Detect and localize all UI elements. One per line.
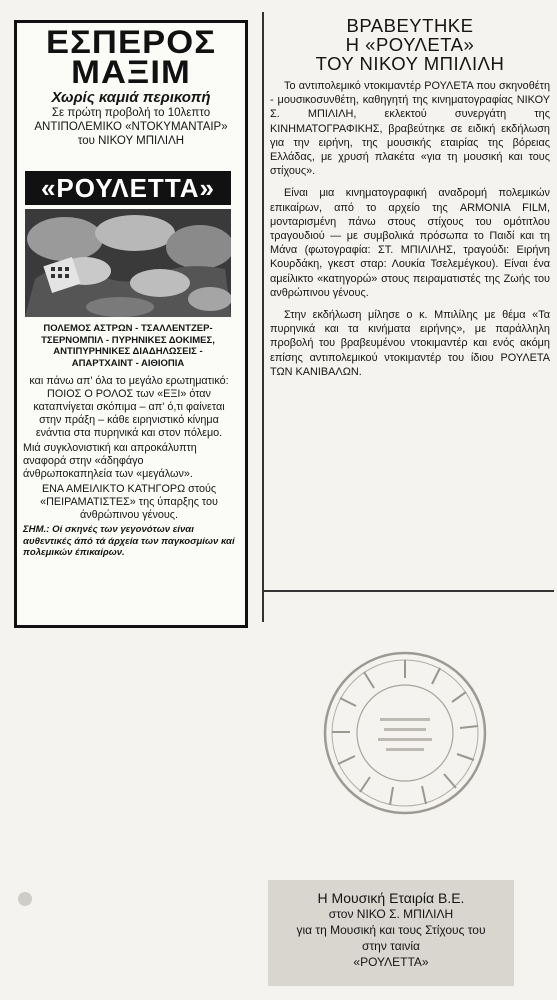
column-divider xyxy=(262,12,264,622)
ad-title-line2: ΜΑΞΙΜ xyxy=(71,54,191,90)
ad-title-line1: ΕΣΠΕΡΟΣ xyxy=(45,24,217,60)
headline-line1: ΒΡΑΒΕΥΤΗΚΕ xyxy=(346,15,474,36)
dedication-line-1: Η Μουσική Εταιρία Β.Ε. xyxy=(317,890,465,906)
paper-speck xyxy=(18,892,32,906)
hands-photo-graphic xyxy=(25,209,231,317)
dedication-line-5: «ΡΟΥΛΕΤΤΑ» xyxy=(353,955,429,969)
ad-paragraph-1: και πάνω απ' όλα το μεγάλο ερωτηματικό: ΠΟΙΟΣ Ο ΡΟΛΟΣ των «ΕΞΙ» όταν καταπνίγεται σκόπιμα – απ' ό,τι φαίνεται στην πράξη – κάθε ειρηνιστικό κίνημα ενάντια στα πυρηνικά και στον πόλεμο. xyxy=(29,375,229,439)
round-seal-stamp xyxy=(320,648,490,818)
ad-film-title: «ΡΟΥΛΕΤΤΑ» xyxy=(25,171,231,205)
headline-line3: ΤΟΥ ΝΙΚΟΥ ΜΠΙΛΙΛΗ xyxy=(315,53,505,74)
article-headline xyxy=(270,16,550,73)
ad-line-1: Σε πρώτη προβολή το 10λεπτο xyxy=(51,107,211,119)
ad-topics-caption: ΠΟΛΕΜΟΣ ΑΣΤΡΩΝ - ΤΣΑΛΛΕΝΤΖΕΡ-ΤΣΕΡΝΟΜΠΙΛ - ΠΥΡΗΝΙΚΕΣ ΔΟΚΙΜΕΣ, ΑΝΤΙΠΥΡΗΝΙΚΕΣ ΔΙΑΔΗΛΩΣΕΙΣ - ΑΠΑΡΤΧΑΙΝΤ - ΑΙΘΙΟΠΙΑ xyxy=(41,323,215,369)
seal-icon xyxy=(320,648,490,818)
article-bottom-rule xyxy=(262,590,554,592)
cinema-advertisement xyxy=(14,20,248,628)
dedication-line-2: στον ΝΙΚΟ Σ. ΜΠΙΛΙΛΗ xyxy=(328,907,454,921)
ad-note: ΣΗΜ.: Οί σκηνές των γεγονότων είναι αυθεντικές άπό τά άρχεία των παγκοσμίων καί πολεμικών έπικαίρων. xyxy=(23,524,235,558)
article-paragraph-3: Στην εκδήλωση μίλησε ο κ. Μπιλίλης με θέμα «Τα πυρηνικά και τα κινήματα ειρήνης», με παράλληλη προβολή του βραβευμένου ντοκιμαντέρ και ενός ακόμη επίσης αντιπολεμικού ντοκιμαντέρ του ίδιου ΡΟΥΛΕΤΑ ΤΩΝ ΚΑΝΙΒΑΛΩΝ. xyxy=(270,309,550,378)
ad-header xyxy=(21,24,241,169)
article-paragraph-1: Το αντιπολεμικό ντοκιμαντέρ ΡΟΥΛΕΤΑ που σκηνοθέτη - μουσικοσυνθέτη, καθηγητή της κινηματογραφίας ΝΙΚΟΥ Σ. ΜΠΙΛΙΛΗ, εκλεκτού συνεργάτη της ΚΙΝΗΜΑΤΟΓΡΑΦΙΚΗΣ, βραβεύτηκε σε ειδική εκδήλωση για την ειρήνη, της μουσικής εταιρίας της βόρειας Ελλάδας, με χρυσή πλακέτα «για τη μουσική και τους στίχους». xyxy=(270,80,550,178)
dedication-plaque xyxy=(268,880,514,986)
article-body xyxy=(270,79,550,379)
ad-paragraph-3: ΕΝΑ ΑΜΕΙΛΙΚΤΟ ΚΑΤΗΓΟΡΩ στούς «ΠΕΙΡΑΜΑΤΙΣΤΕΣ» της ύπαρξης του άνθρώπινου γένους. xyxy=(40,483,218,521)
ad-cinema-name xyxy=(12,24,250,90)
ad-body-text xyxy=(23,375,235,561)
ad-subtitle: Χωρίς καμιά περικοπή xyxy=(51,89,211,106)
ad-photograph xyxy=(25,209,231,317)
ad-line-3: του ΝΙΚΟΥ ΜΠΙΛΙΛΗ xyxy=(77,135,185,147)
article-paragraph-2: Είναι μια κινηματογραφική αναδρομή πολεμικών επικαίρων, από το αρχείο της ARMONIA FILM, μονταρισμένη πάνω στους στίχους του ομότιτλου τραγουδιού — με συμβολικά πρόσωπα το Παιδί και τη Μάνα (φωτογραφία: ΣΤ. ΜΠΙΛΙΛΗΣ, τραγούδι: Ειρήνη Κουρδάκη, γκεστ σταρ: Λουκία Τσελεμέγκου). Είναι ένα αμείλικτο «κατηγορώ» στους πειραματιστές της Ζωής του ανθρώπινου γένους. xyxy=(270,187,550,299)
headline-line2: Η «ΡΟΥΛΕΤΑ» xyxy=(345,34,475,55)
ad-paragraph-2: Μιά συγκλονιστική και απροκάλυπτη αναφορά στην «άδηφάγο άνθρωποκαπηλεία των «μεγάλων». xyxy=(23,442,197,480)
award-article xyxy=(270,16,550,588)
ad-line-2: ΑΝΤΙΠΟΛΕΜΙΚΟ «ΝΤΟΚΥΜΑΝΤΑΙΡ» xyxy=(34,121,228,133)
dedication-line-3: για τη Μουσική και τους Στίχους του xyxy=(296,923,486,937)
dedication-line-4: στην ταινία xyxy=(362,939,420,953)
